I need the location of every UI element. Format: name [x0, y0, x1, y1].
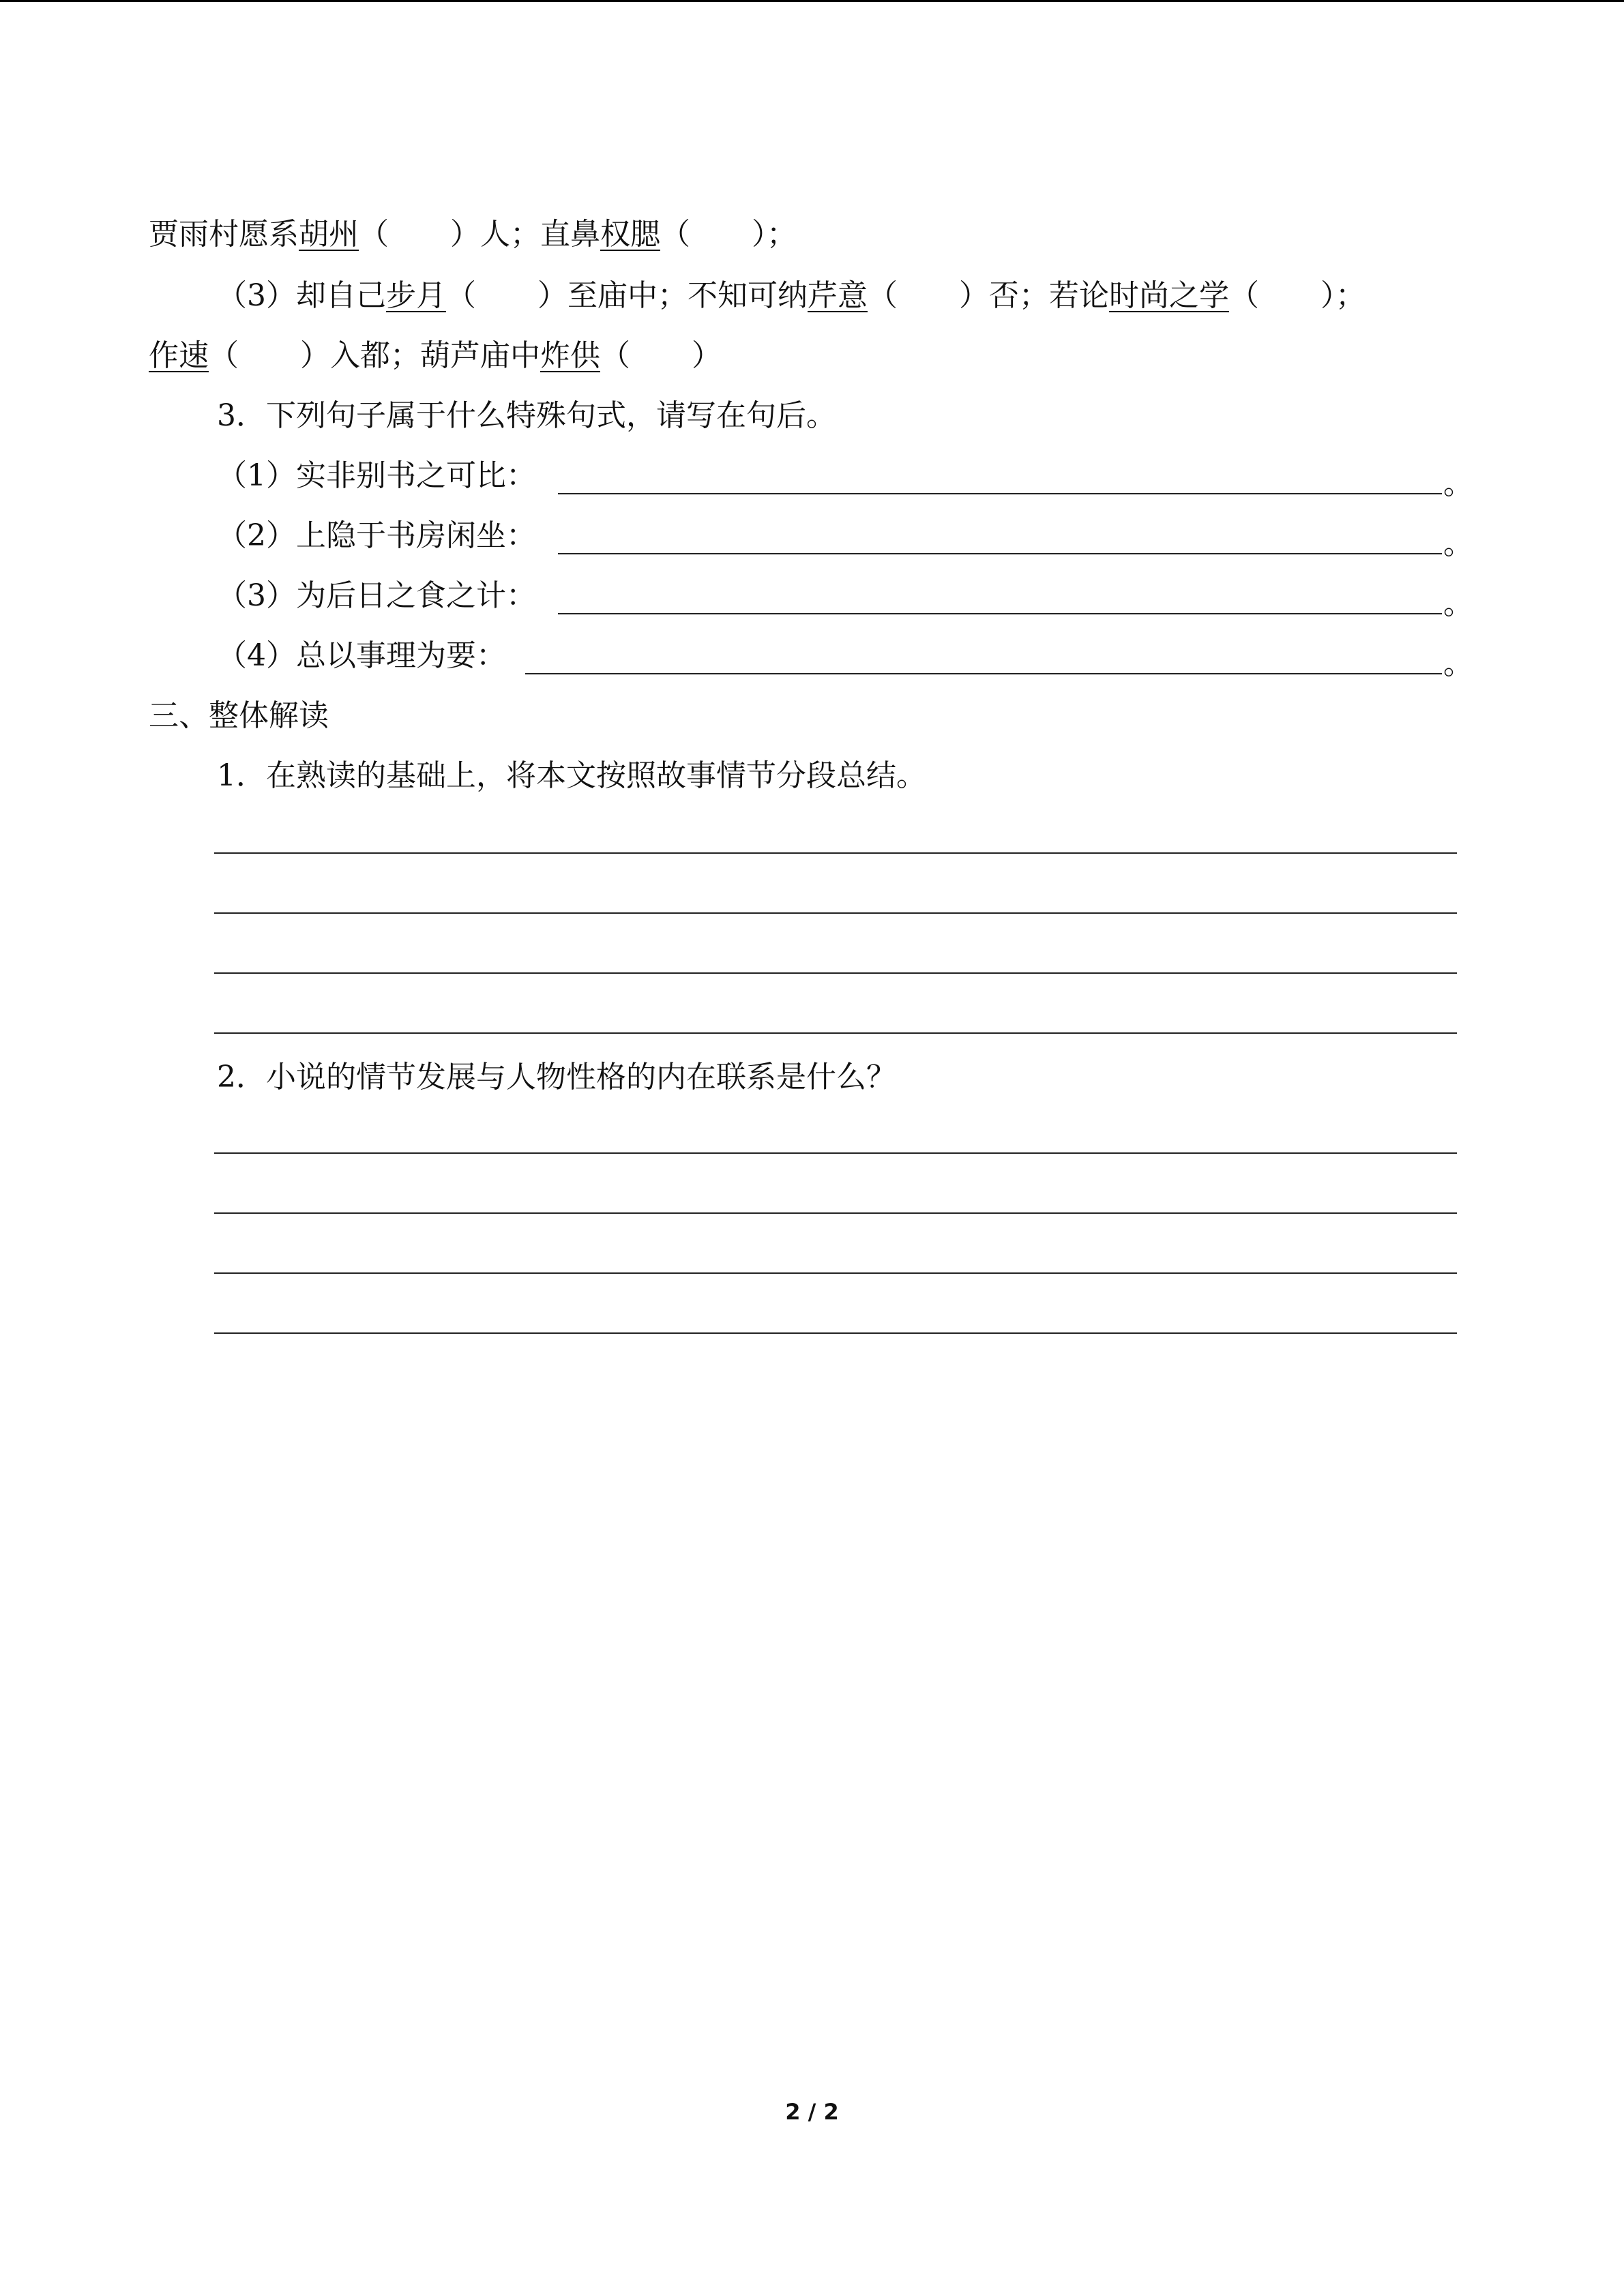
q3-item-end: 。 — [1443, 646, 1473, 681]
question-3-title: 3．下列句子属于什么特殊句式，请写在句后。 — [217, 398, 836, 433]
answer-line[interactable] — [214, 1272, 1457, 1274]
q3-answer-line[interactable] — [525, 673, 1442, 674]
answer-line[interactable] — [214, 972, 1457, 974]
text-segment: 贾雨村愿系 — [149, 217, 299, 252]
text-segment: ）； — [752, 217, 797, 252]
answer-line[interactable] — [214, 852, 1457, 854]
section-3-question-2: 2．小说的情节发展与人物性格的内在联系是什么？ — [217, 1060, 896, 1094]
line-2 — [217, 275, 1365, 316]
q3-item-label: （3）为后日之食之计： — [217, 578, 536, 613]
section-3-question-1: 1．在熟读的基础上，将本文按照故事情节分段总结。 — [217, 758, 926, 793]
q3-answer-line[interactable] — [558, 613, 1442, 614]
answer-line[interactable] — [214, 912, 1457, 914]
paren-open: （ — [1229, 278, 1259, 313]
q3-item-end: 。 — [1443, 526, 1473, 561]
q3-item-label: （1）实非别书之可比： — [217, 458, 536, 493]
line-1 — [149, 214, 797, 255]
q3-item-label: （2）上隐于书房闲坐： — [217, 518, 536, 553]
text-segment: ）至庙中；不知可纳 — [537, 278, 808, 313]
underlined-term: 时尚之学 — [1109, 278, 1229, 313]
paren-open: （ — [660, 217, 690, 252]
text-segment: ）； — [1320, 278, 1365, 313]
section-3-title: 三、整体解读 — [149, 698, 329, 733]
answer-line[interactable] — [214, 1152, 1457, 1154]
answer-line[interactable] — [214, 1212, 1457, 1214]
text-segment: ）否；若论 — [959, 278, 1109, 313]
q3-item-end: 。 — [1443, 586, 1473, 621]
paren-open: （ — [600, 338, 630, 373]
text-segment: ） — [692, 338, 722, 373]
paren-open: （ — [209, 338, 239, 373]
q3-answer-line[interactable] — [558, 493, 1442, 494]
page-number: 2 / 2 — [785, 2099, 839, 2125]
answer-line[interactable] — [214, 1032, 1457, 1034]
underlined-term: 步月 — [386, 278, 446, 313]
q3-item-end: 。 — [1443, 466, 1473, 501]
line-3 — [149, 336, 722, 376]
text-segment: ）人；直鼻 — [450, 217, 600, 252]
paren-open: （ — [446, 278, 476, 313]
underlined-term: 权腮 — [600, 217, 660, 252]
q3-item-label: （4）总以事理为要： — [217, 638, 506, 673]
text-segment: ）入都；葫芦庙中 — [300, 338, 540, 373]
underlined-term: 芹意 — [808, 278, 868, 313]
underlined-term: 作速 — [149, 338, 209, 373]
answer-line[interactable] — [214, 1332, 1457, 1334]
paren-open: （ — [868, 278, 898, 313]
underlined-term: 胡州 — [299, 217, 359, 252]
text-segment: （3）却自己 — [217, 278, 386, 313]
paren-open: （ — [359, 217, 389, 252]
q3-answer-line[interactable] — [558, 553, 1442, 554]
underlined-term: 炸供 — [540, 338, 600, 373]
